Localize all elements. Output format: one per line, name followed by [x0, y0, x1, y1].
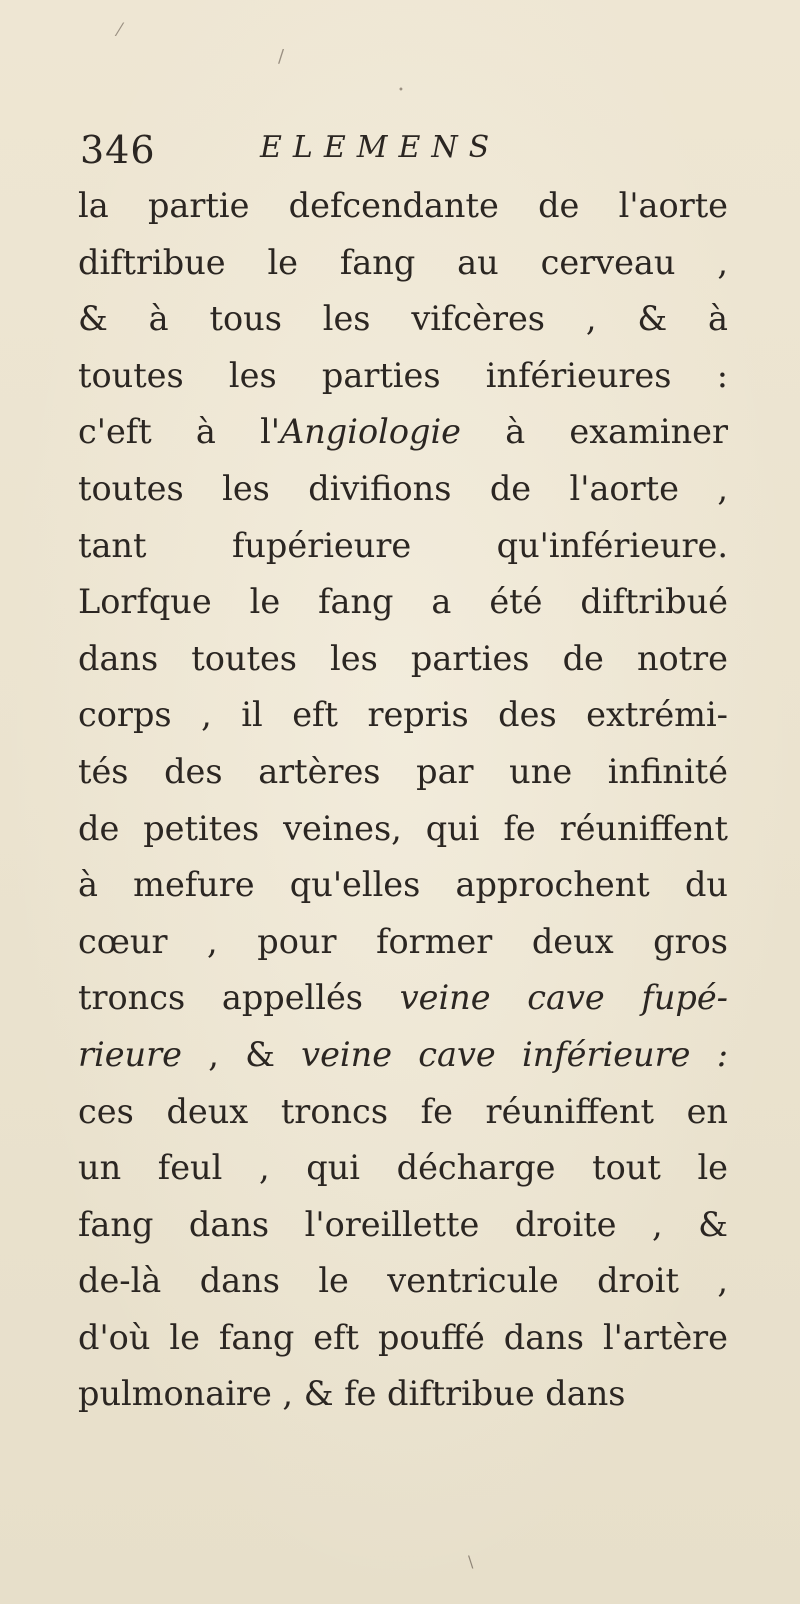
text-line	[78, 404, 728, 461]
text-segment: fang dans l'oreillette droite , &	[78, 1204, 728, 1244]
text-segment: Lorfque le fang a été diftribué	[78, 582, 728, 622]
text-segment: toutes les parties inférieures :	[78, 355, 728, 395]
text-segment: à examiner	[460, 412, 728, 452]
text-segment: diftribue le fang au cerveau ,	[78, 242, 728, 282]
text-line	[78, 291, 728, 348]
running-title: ELEMENS	[260, 130, 501, 165]
paper-speck: ⁄	[118, 20, 122, 41]
text-line	[78, 1140, 728, 1197]
text-line	[78, 1310, 728, 1367]
running-head	[80, 124, 720, 180]
text-segment: de-là dans le ventricule droit ,	[78, 1261, 728, 1301]
italic-term: rieure	[78, 1034, 182, 1074]
text-segment: de petites veines, qui fe réuniffent	[78, 808, 728, 848]
paper-speck: \	[468, 1552, 474, 1571]
text-line	[78, 1366, 728, 1423]
text-segment: la partie defcendante de l'aorte	[78, 186, 728, 225]
text-segment: corps , il eft repris des extrémi-	[78, 695, 728, 735]
text-segment: d'où le fang eft pouffé dans l'artère	[78, 1317, 728, 1357]
text-line	[78, 348, 728, 405]
text-line	[78, 801, 728, 858]
text-segment: toutes les divifions de l'aorte ,	[78, 468, 728, 508]
text-segment: tés des artères par une infinité	[78, 751, 728, 791]
text-line	[78, 687, 728, 744]
text-line	[78, 631, 728, 688]
text-segment: à mefure qu'elles approchent du	[78, 865, 728, 905]
text-segment: ces deux troncs fe réuniffent en	[78, 1091, 728, 1131]
text-segment: , &	[181, 1034, 302, 1074]
paper-speck: /	[278, 46, 285, 67]
text-line	[78, 518, 728, 575]
italic-term: veine cave inférieure :	[301, 1034, 728, 1074]
text-segment: c'eft à l'	[78, 412, 281, 452]
text-line	[78, 235, 728, 292]
text-line	[78, 1253, 728, 1310]
page-number: 346	[80, 128, 156, 172]
italic-term: Angiologie	[280, 412, 461, 452]
text-segment: & à tous les vifcères , & à	[78, 299, 728, 339]
text-line	[78, 1027, 728, 1084]
text-segment: pulmonaire , & fe diftribue dans	[78, 1374, 626, 1414]
text-segment: dans toutes les parties de notre	[78, 638, 728, 678]
text-line	[78, 574, 728, 631]
text-line	[78, 857, 728, 914]
text-line	[78, 970, 728, 1027]
text-line	[78, 744, 728, 801]
text-segment: troncs appellés	[78, 978, 400, 1018]
text-segment: un feul , qui décharge tout le	[78, 1148, 728, 1188]
italic-term: veine cave fupé-	[399, 978, 729, 1018]
text-line	[78, 178, 728, 235]
text-line	[78, 461, 728, 518]
text-segment: cœur , pour former deux gros	[78, 921, 728, 961]
text-line	[78, 914, 728, 971]
text-line	[78, 1197, 728, 1254]
text-segment: tant fupérieure qu'inférieure.	[78, 525, 728, 565]
body-text	[78, 178, 728, 1423]
paper-speck: •	[398, 85, 404, 96]
text-line	[78, 1084, 728, 1141]
